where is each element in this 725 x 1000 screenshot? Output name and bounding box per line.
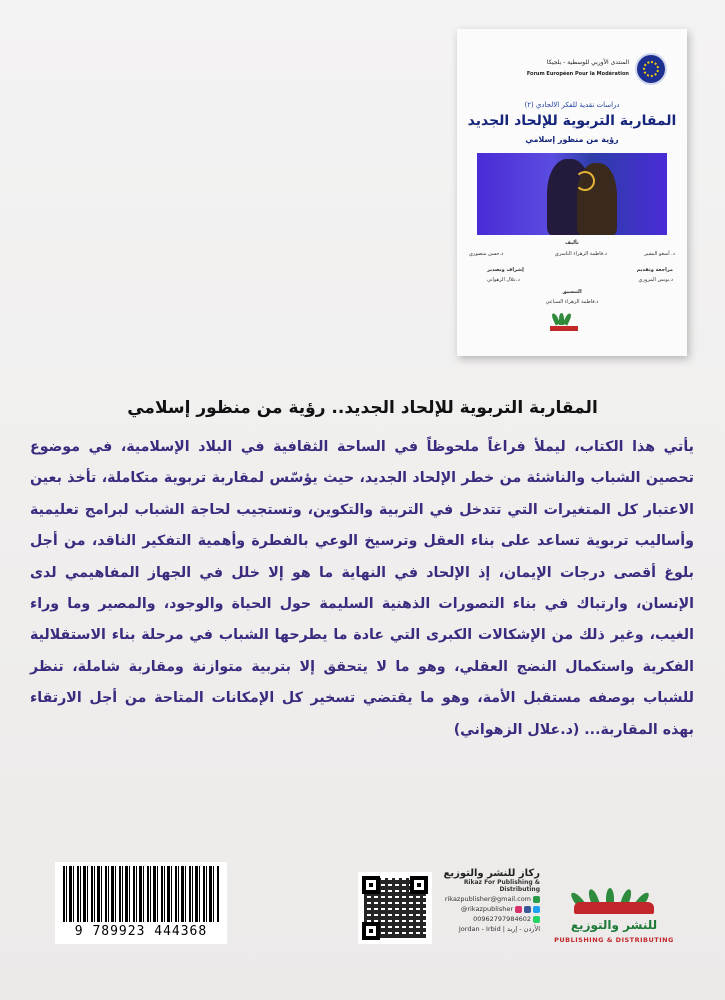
back-heading: المقاربة التربوية للإلحاد الجديد.. رؤية من منظور إسلامي xyxy=(127,398,598,418)
cover-illustration xyxy=(477,153,667,235)
publisher-name-arabic: ركاز للنشر والتوزيع xyxy=(443,868,540,879)
series-label: دراسات نقدية للفكر الالحادي (٢) xyxy=(524,101,620,109)
publisher-email-row xyxy=(440,895,540,903)
crescent-icon xyxy=(575,171,595,191)
authorship-label: تأليف xyxy=(565,240,579,246)
front-cover-thumbnail xyxy=(457,29,687,356)
coordination-label: التنسيق xyxy=(562,289,582,295)
logo-text-arabic: للنشر والتوزيع xyxy=(570,918,658,932)
barcode-digits: 9 789923 444368 xyxy=(74,924,208,939)
cover-title: المقاربة التربوية للإلحاد الجديد xyxy=(467,113,677,129)
publisher-mini-logo-icon xyxy=(547,311,581,333)
review-label: مراجعة وتقديم xyxy=(636,267,673,273)
logo-book-base-icon xyxy=(574,902,654,914)
barcode-bars xyxy=(63,866,219,922)
email-icon xyxy=(533,896,540,903)
publisher-social: @rikazpublisher xyxy=(460,905,513,913)
publisher-phone-row xyxy=(440,915,540,923)
coordinator-name: د.فاطمة الزهراء السباعي xyxy=(545,299,599,305)
forum-name-french: Forum Européen Pour la Modération xyxy=(526,71,629,77)
publisher-address: Jordan - Irbid | الأردن - إربد xyxy=(458,925,540,933)
supervisor-name: د.علال الزهواني xyxy=(487,277,520,283)
instagram-icon xyxy=(515,906,522,913)
facebook-icon xyxy=(524,906,531,913)
qr-code-icon xyxy=(358,872,432,944)
blurb-text: يأتي هذا الكتاب، ليملأ فراغاً ملحوظاً في الساحة الثقافية في البلاد الإسلامية، في موضوع تحصين الشباب والناشئة من خطر الإلحاد الجديد، حيث يؤسّس لمقاربة تربوية متكاملة، تأخذ بعين الاعتبار كل المتغيرات التي تتدخل في التربية والتكوين، وتستجيب لحاجة الشباب لبرامج تعليمية وأساليب تربوية تساعد على بناء العقل وترسيخ الوعي بالفطرة وأهمية التفكير الناقد، من أجل بلوغ أقصى درجات الإيمان، إذ الإلحاد في النهاية ما هو إلا خلل في الجهاز المفاهيمي لدى الإنسان، وارتباك في بناء التصورات الذهنية السليمة حول الحياة والوجود، والمصير وما وراء الغيب، وغير ذلك من الإشكالات الكبرى التي عادة ما يطرحها الشباب في مرحلة بناء الاستقلالية الفكرية واستكمال النضج العقلي، وهو ما لا يتحقق إلا بتربية متوازنة ومقاربة شاملة، تنظر للشباب بوصفه مستقبل الأمة، وهو ما يقتضي تسخير كل الإمكانات المتاحة من أجل الارتقاء بهذه المقاربة... (د.علال الزهواني) xyxy=(30,439,694,738)
supervision-label: إشراف وتصدير xyxy=(487,267,524,273)
eu-stars-logo-icon xyxy=(635,53,667,85)
publisher-contact xyxy=(440,868,540,933)
author-2: د.فاطمة الزهراء الناسري xyxy=(554,251,607,257)
forum-name-arabic: المنتدى الأوربي للوسطية - بلجيكا xyxy=(546,59,629,66)
reviewer-name: د.يونس المزوري xyxy=(638,277,673,283)
publisher-email: rikazpublisher@gmail.com xyxy=(444,895,531,903)
author-1: د. أسعو البشير xyxy=(644,251,675,257)
publisher-name-english: Rikaz For Publishing & Distributing xyxy=(463,879,540,893)
isbn-barcode xyxy=(55,862,227,944)
twitter-icon xyxy=(533,906,540,913)
publisher-logo xyxy=(548,868,680,950)
author-3: د.حسن منصوري xyxy=(469,251,504,257)
logo-text-english: PUBLISHING & DISTRIBUTING xyxy=(554,936,674,944)
cover-subtitle: رؤية من منظور إسلامي xyxy=(525,135,619,144)
publisher-phone: 00962797984602 xyxy=(473,915,531,923)
publisher-social-row xyxy=(440,905,540,913)
whatsapp-icon xyxy=(533,916,540,923)
